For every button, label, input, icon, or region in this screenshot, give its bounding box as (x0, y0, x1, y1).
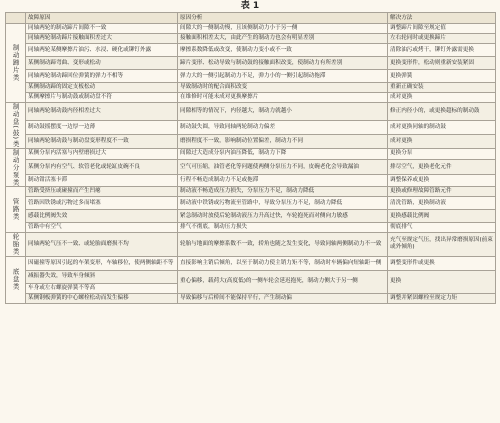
cause-cell: 管路因铁锈或污物过多而堵塞 (26, 197, 178, 210)
solution-cell: 成对更换 (388, 134, 496, 148)
analysis-cell: 磨损程度不一致，影响制动位置偏差，制动力不同 (178, 134, 388, 148)
solution-cell: 更换分泵 (388, 148, 496, 160)
cause-cell: 同轴两轮制动蹄片接触面积差过大 (26, 34, 178, 44)
analysis-cell: 制动液不畅造成压力损失，分泵压力不足，制动力降低 (178, 187, 388, 197)
table-row (6, 44, 496, 57)
header-row (6, 13, 496, 24)
cause-cell: 某侧摩擦片与制动鼓或制动盘不符 (26, 93, 178, 103)
table-row (6, 148, 496, 160)
analysis-cell: 间隙过大造成分泵内油压降低，制动力下降 (178, 148, 388, 160)
solution-cell: 调整变形件或更换 (388, 256, 496, 270)
table-row (6, 93, 496, 103)
solution-cell: 修正内径小的，或更换超标的制动鼓 (388, 103, 496, 121)
table-row (6, 175, 496, 187)
analysis-cell: 紧急制动时放使后轮制动液压力升高过快，车轮抱死而对侧向力敏感 (178, 210, 388, 223)
analysis-cell: 行程不畅造成制动力不足或拖滞 (178, 175, 388, 187)
header-blank (6, 13, 26, 24)
cause-cell: 感载比例阀失效 (26, 210, 178, 223)
solution-cell: 调整蹄片间隙至规定值 (388, 24, 496, 34)
solution-cell: 清洗管路，更换制动液 (388, 197, 496, 210)
table-row (6, 197, 496, 210)
cause-cell: 管路中有空气 (26, 223, 178, 233)
cause-cell: 某侧钢板弹簧的中心螺栓松动而发生偏移 (26, 293, 178, 303)
header-analysis: 原因分析 (178, 13, 388, 24)
table-row (6, 223, 496, 233)
category-cell: 底盘类 (6, 256, 26, 303)
table-row (6, 24, 496, 34)
solution-cell: 更换感载比例阀 (388, 210, 496, 223)
table-row (6, 187, 496, 197)
table-row (6, 160, 496, 175)
solution-cell: 更换 (388, 270, 496, 293)
cause-cell: 同轴两轮的制动蹄片间隙不一致 (26, 24, 178, 34)
solution-cell: 清除油污或烤干，铆钉外露需更换 (388, 44, 496, 57)
cause-cell: 同轴两轮某侧摩擦片油污、水浸、硬化或铆钉外露 (26, 44, 178, 57)
analysis-cell: 摩擦系数降低或改变，使制动力变小或不一致 (178, 44, 388, 57)
table-row (6, 293, 496, 303)
analysis-cell: 排气不彻底，制动压力损失 (178, 223, 388, 233)
cause-cell: 管路受挤压或碰撞而产生凹瘪 (26, 187, 178, 197)
solution-cell: 更换或修理故障管路元件 (388, 187, 496, 197)
solution-cell: 成对更换同轴的制动鼓 (388, 120, 496, 134)
solution-cell: 更换弹簧 (388, 70, 496, 83)
table-row (6, 233, 496, 257)
analysis-cell: 空气可压缩，油管老化等问题使两侧分泵压力不同，皮碗老化会导致漏油 (178, 160, 388, 175)
fault-table (5, 12, 496, 304)
table-row (6, 70, 496, 83)
category-cell: 轮胎类 (6, 233, 26, 257)
table-body (6, 24, 496, 304)
analysis-cell: 蹄片变形、松动导致与制动鼓的接触面积改变，使制动力有所差别 (178, 57, 388, 70)
solution-cell: 排尽空气，更换老化元件 (388, 160, 496, 175)
cause-cell: 减振器失效，导致车身倾斜 (26, 270, 178, 283)
cause-cell: 某侧分泵内有空气、软管老化或轮缸皮碗不良 (26, 160, 178, 175)
solution-cell: 更换变形件，松动则重新安装紧固 (388, 57, 496, 70)
table-row (6, 103, 496, 121)
category-cell: 制动蹄片类 (6, 24, 26, 103)
analysis-cell: 接触面积相差太大，由此产生的制动力也会有明显差别 (178, 34, 388, 44)
analysis-cell: 重心偏移，载荷大(高度低)的一侧车轮会延迟抱死，制动力侧大于另一侧 (178, 270, 388, 293)
cause-cell: 同轴两轮气压不一致、或轮胎面磨损不均 (26, 233, 178, 257)
analysis-cell: 导致制动时的配合面积改变 (178, 83, 388, 93)
cause-cell: 某侧分泵内活塞与内壁磨损过大 (26, 148, 178, 160)
analysis-cell: 弹力大的一侧引起制动力不足，弹力小的一侧引起制动拖滞 (178, 70, 388, 83)
solution-cell: 调整并紧固螺栓至规定力矩 (388, 293, 496, 303)
table-row (6, 134, 496, 148)
analysis-cell: 直接影响主销后倾角，以至于制动力使主销力矩不等，制动时车辆偏向短轴距一侧 (178, 256, 388, 270)
table-row (6, 120, 496, 134)
cause-cell: 同轴两轮制动鼓与制动盘变形程度不一致 (26, 134, 178, 148)
analysis-cell: 轮胎与地面的摩擦系数不一致，轿角也随之发生变化，导致同轴两侧制动力不一致 (178, 233, 388, 257)
category-cell: 管路类 (6, 187, 26, 233)
solution-cell: 充气至规定气压，找出异常磨损原因(前束或外倾角) (388, 233, 496, 257)
table-title: 表 1 (240, 1, 260, 11)
header-solution: 解决方法 (388, 13, 496, 24)
cause-cell: 某侧制动蹄弯曲、变形或松动 (26, 57, 178, 70)
table-row (6, 270, 496, 283)
solution-cell: 成对更换 (388, 93, 496, 103)
solution-cell: 彻底排气 (388, 223, 496, 233)
cause-cell: 某侧制动蹄的固定支板松动 (26, 83, 178, 93)
cause-cell: 车身或左右螺旋弹簧不等高 (26, 283, 178, 293)
table-row (6, 83, 496, 93)
cause-cell: 同轴两轮制动鼓内径相差过大 (26, 103, 178, 121)
cause-cell: 制动钳活塞卡滞 (26, 175, 178, 187)
solution-cell: 左右轮同时或更换蹄片 (388, 34, 496, 44)
analysis-cell: 间隙大的一侧制动慢，且该侧制动力小于另一侧 (178, 24, 388, 34)
solution-cell: 重新正确安装 (388, 83, 496, 93)
analysis-cell: 制动鼓失圆，导致同轴两轮制动力偏差 (178, 120, 388, 134)
table-row (6, 34, 496, 44)
analysis-cell: 制动液中铁锈或污物流至管路中，导致分泵压力不足，制动力降低 (178, 197, 388, 210)
analysis-cell: 导致偏移与后桥间不能保持平行，产生制动偏 (178, 293, 388, 303)
cause-cell: 因磁撞等原因引起的车架变形，车轴移位，使两侧轴距不等 (26, 256, 178, 270)
table-row (6, 57, 496, 70)
header-cause: 故障原因 (26, 13, 178, 24)
analysis-cell: 在维修时可能未成对更换摩擦片 (178, 93, 388, 103)
category-cell: 制动盘(鼓)类 (6, 103, 26, 149)
cause-cell: 同轴两轮制动蹄回位弹簧的弹力不相等 (26, 70, 178, 83)
table-row (6, 256, 496, 270)
category-cell: 制动分泵类 (6, 148, 26, 187)
solution-cell: 调整保养或更换 (388, 175, 496, 187)
cause-cell: 制动鼓摇摆度一边厚一边薄 (26, 120, 178, 134)
table-row (6, 210, 496, 223)
analysis-cell: 同隙相等的情况下，内径越大，制动力就越小 (178, 103, 388, 121)
